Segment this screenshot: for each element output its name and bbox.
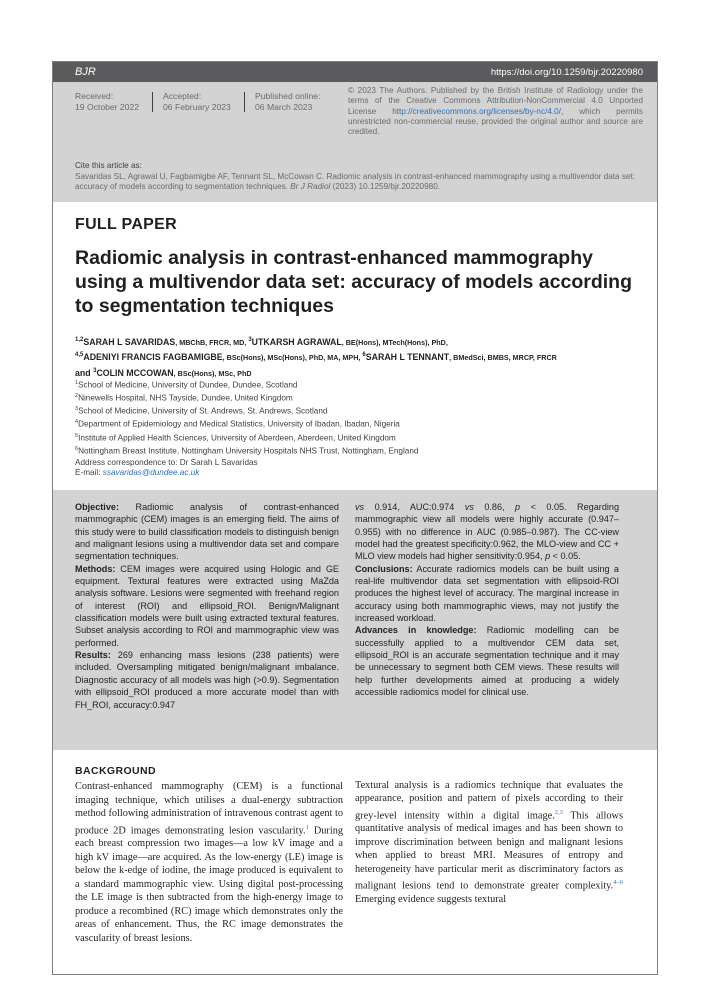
affiliation: $^6$Nottingham Breast Institute, Nottingham University Hospitals NHS Trust, Nottingham, England bbox=[75, 445, 419, 456]
citation-ref[interactable]: 4–6 bbox=[613, 879, 623, 887]
citation-ref[interactable]: 1 bbox=[305, 823, 309, 831]
affiliation: $^1$School of Medicine, University of Dundee, Dundee, Scotland bbox=[75, 380, 298, 390]
section-heading: BACKGROUND bbox=[75, 765, 156, 777]
body-column-left bbox=[75, 780, 343, 945]
abstract-methods: Methods: CEM images were acquired using Hologic and GE equipment. Textural features were extracted using MaZda analysis software. Lesions were segmented with freehand region of interest (ROI) and ellipsoid_ROI. Benign/Malignant classification models were built using extracted textural features. Subset analysis according to ROI and mammographic view was performed. bbox=[75, 563, 339, 648]
body-column-right bbox=[355, 765, 623, 907]
abstract-objective: Objective: Radiomic analysis of contrast-enhanced mammographic (CEM) images is an emerging field. The aims of this study were to build classification models to distinguish benign and malignant lesions using a multivendor data set and compare segmentation techniques. bbox=[75, 502, 339, 562]
abstract-results-continued: vs 0.914, AUC:0.974 vs 0.86, p < 0.05. Regarding mammographic view all models were highly accurate (0.947–0.955) with no difference in AUC (0.985–0.987). The CC-view model had the greatest specificity:0.962, the MLO-view and CC + MLO view models had higher sensitivity:0.954, p < 0.05. bbox=[355, 502, 620, 562]
body-paragraph: Contrast-enhanced mammography (CEM) is a functional imaging technique, which utilises a dual-energy subtraction method following administration of intravenous contrast agent to produce 2D images demonstrating lesion vascularity.$^1$ During each breast compression two images—a low kV image and a high kV image—are acquired. As the low-energy (LE) image is below the k-edge of iodine, the image produced is equivalent to a standard mammographic view. Using digital post-processing the LE image is then subtracted from the high-energy image to produce a recombined (RC) image which demonstrates only the areas of enhancement. Thus, the RC image demonstrates the vascularity of breast lesions. bbox=[75, 781, 343, 944]
citation-block bbox=[75, 161, 640, 193]
author: $^6$SARAH L TENNANT, BMedSci, BMBS, MRCP, FRCR bbox=[362, 352, 557, 363]
abstract-box bbox=[53, 490, 657, 750]
corresponding-author: Dr Sarah L Savaridas bbox=[179, 458, 258, 467]
page-frame bbox=[52, 61, 658, 975]
affiliation-list bbox=[75, 378, 640, 457]
email-link[interactable]: ssavaridas@dundee.ac.uk bbox=[102, 468, 200, 478]
journal-name: BJR bbox=[75, 66, 96, 78]
abstract-column-right bbox=[355, 501, 619, 699]
received-date: Received: 19 October 2022 bbox=[75, 91, 140, 112]
body-paragraph: Textural analysis is a radiomics technique that evaluates the appearance, position and pattern of pixels according to their grey-level intensity within a digital image.$^{2,3}$ This allows quantitative analysis of medical images and has been shown to improve discrimination between benign and malignant lesions when applied to breast MRI. Measures of entropy and heterogeneity have particular merit as discriminatory factors as malignant lesions tend to demonstrate greater complexity.$^{4-6}$ Emerging evidence suggests textural bbox=[355, 779, 623, 906]
affiliation: $^4$Department of Epidemiology and Medical Statistics, University of Ibadan, Ibadan, Nigeria bbox=[75, 419, 400, 430]
author: and $^3$COLIN MCCOWAN, BSc(Hons), MSc, PhD bbox=[75, 367, 252, 378]
article-info-band bbox=[53, 82, 657, 202]
affiliation: $^3$School of Medicine, University of St. Andrews, St. Andrews, Scotland bbox=[75, 406, 328, 417]
license-link[interactable]: http://creativecommons.org/licenses/by-nc/4.0/ bbox=[392, 106, 562, 116]
author-list bbox=[75, 334, 640, 380]
abstract-results: Results: 269 enhancing mass lesions (238 patients) were included. Oversampling mitigated benign/malignant imbalance. Diagnostic accuracy of all models was high (>0.9). Segmentation with ellipsoid_ROI produced a more accurate model than with FH_ROI, accuracy:0.947 bbox=[75, 650, 339, 710]
citation-ref[interactable]: 2,3 bbox=[554, 808, 563, 816]
license-statement: © 2023 The Authors. Published by the British Institute of Radiology under the terms of the Creative Commons Attribution-NonCommercial 4.0 Unported License http://creativecommons.org/licenses/by-nc/4.0/, which permits unrestricted non-commercial reuse, provided the original author and source are credited. bbox=[348, 86, 643, 137]
published-date: Published online: 06 March 2023 bbox=[255, 91, 321, 112]
abstract-column-left bbox=[75, 501, 339, 711]
article-type: FULL PAPER bbox=[75, 216, 177, 233]
author: $^{1,2}$SARAH L SAVARIDAS, MBChB, FRCR, MD, bbox=[75, 336, 249, 347]
author: $^3$UTKARSH AGRAWAL, BE(Hons), MTech(Hons), PhD, bbox=[248, 336, 448, 347]
citation-label: Cite this article as: bbox=[75, 161, 142, 170]
date-divider bbox=[152, 92, 153, 112]
article-title: Radiomic analysis in contrast-enhanced mammography using a multivendor data set: accuracy of models according to segmentation techniques bbox=[75, 247, 632, 317]
affiliation: $^5$Institute of Applied Health Sciences, University of Aberdeen, Aberdeen, United Kingdom bbox=[75, 432, 396, 443]
citation-text: Savaridas SL, Agrawal U, Fagbamigbe AF, Tennant SL, McCowan C. Radiomic analysis in contrast-enhanced mammography using a multivendor data set: accuracy of models according to segmentation techniques. Br J Radiol (2023) 10.1259/bjr.20220980. bbox=[75, 171, 636, 191]
correspondence: Address correspondence to: Dr Sarah L Savaridas E-mail: ssavaridas@dundee.ac.uk bbox=[75, 458, 258, 478]
abstract-advances: Advances in knowledge: Radiomic modelling can be successfully applied to a multivendor CEM data set, ellipsoid_ROI is an accurate segmentation technique and it may be unnecessary to segment both CEM views. These results will help further developments aimed at producing a widely accessible radiomics model for clinical use. bbox=[355, 625, 619, 698]
abstract-conclusions: Conclusions: Accurate radiomics models can be built using a real-life multivendor data set segmentation with ellipsoid-ROI produces the highest level of accuracy. The marginal increase in accuracy using both mammographic views, may not justify the increased workload. bbox=[355, 563, 619, 624]
author: $^{4,5}$ADENIYI FRANCIS FAGBAMIGBE, BSc(Hons), MSc(Hons), PhD, MA, MPH, bbox=[75, 352, 363, 363]
affiliation: $^2$Ninewells Hospital, NHS Tayside, Dundee, United Kingdom bbox=[75, 393, 293, 403]
date-divider bbox=[244, 92, 245, 112]
journal-header-bar bbox=[53, 62, 657, 82]
doi-link[interactable]: https://doi.org/10.1259/bjr.20220980 bbox=[490, 67, 643, 78]
accepted-date: Accepted: 06 February 2023 bbox=[163, 91, 231, 112]
